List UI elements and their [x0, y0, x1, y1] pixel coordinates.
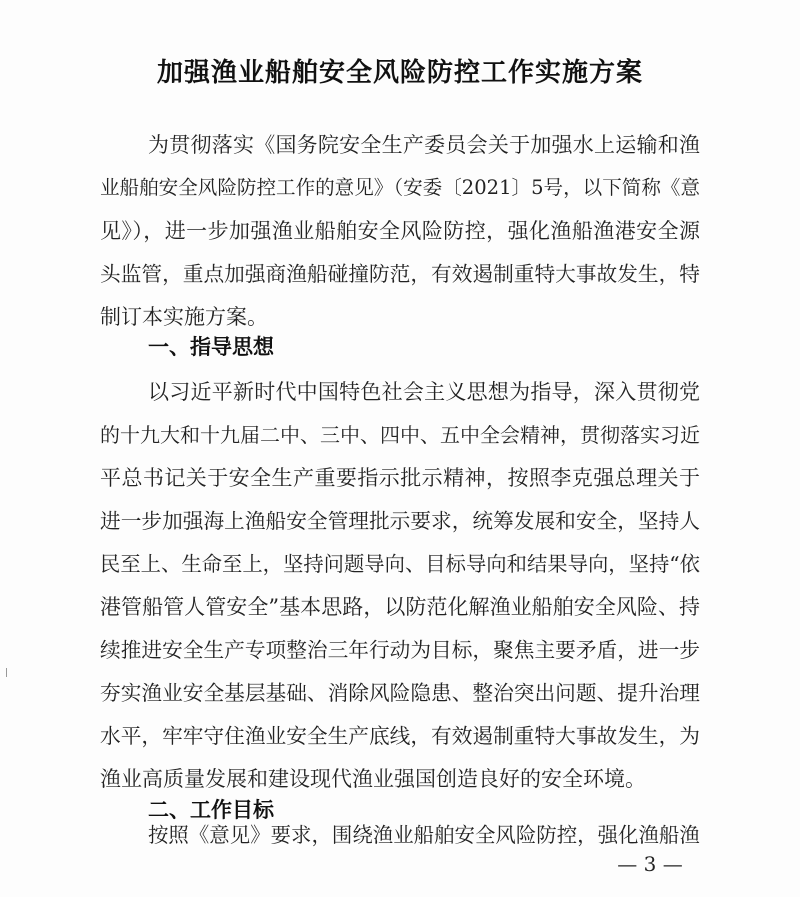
- section-heading-guiding-ideology: 一、指导思想: [148, 335, 274, 359]
- intro-line-1: 为贯彻落实《国务院安全生产委员会关于加强水上运输和渔: [148, 133, 700, 157]
- page-number: — 3 —: [617, 852, 683, 876]
- section1-line-6: 港管船管人管安全”基本思路，以防范化解渔业船舶安全风险、持: [100, 595, 700, 619]
- section2-line-1: 按照《意见》要求，围绕渔业船舶安全风险防控，强化渔船渔: [148, 823, 700, 847]
- intro-line-5: 制订本实施方案。: [100, 305, 268, 329]
- section1-line-10: 渔业高质量发展和建设现代渔业强国创造良好的安全环境。: [100, 767, 646, 791]
- intro-line-3: 见》），进一步加强渔业船舶安全风险防控，强化渔船渔港安全源: [100, 219, 700, 243]
- section1-line-3: 平总书记关于安全生产重要指示批示精神，按照李克强总理关于: [100, 466, 700, 490]
- section-heading-work-goals: 二、工作目标: [148, 798, 274, 822]
- section1-line-5: 民至上、生命至上，坚持问题导向、目标导向和结果导向，坚持“依: [100, 552, 700, 576]
- section1-line-9: 水平，牢牢守住渔业安全生产底线，有效遏制重特大事故发生，为: [100, 724, 700, 748]
- section1-line-7: 续推进安全生产专项整治三年行动为目标，聚焦主要矛盾，进一步: [100, 638, 700, 662]
- document-title: 加强渔业船舶安全风险防控工作实施方案: [156, 58, 643, 88]
- section1-line-4: 进一步加强海上渔船安全管理批示要求，统筹发展和安全，坚持人: [100, 509, 700, 533]
- intro-line-2: 业船舶安全风险防控工作的意见》（安委〔2021〕5号，以下简称《意: [100, 176, 700, 199]
- scan-mark: [6, 668, 7, 677]
- section1-line-1: 以习近平新时代中国特色社会主义思想为指导，深入贯彻党: [148, 380, 700, 404]
- section1-line-2: 的十九大和十九届二中、三中、四中、五中全会精神，贯彻落实习近: [100, 423, 700, 447]
- section1-line-8: 夯实渔业安全基层基础、消除风险隐患、整治突出问题、提升治理: [100, 681, 700, 705]
- intro-line-4: 头监管，重点加强商渔船碰撞防范，有效遏制重特大事故发生，特: [100, 262, 700, 286]
